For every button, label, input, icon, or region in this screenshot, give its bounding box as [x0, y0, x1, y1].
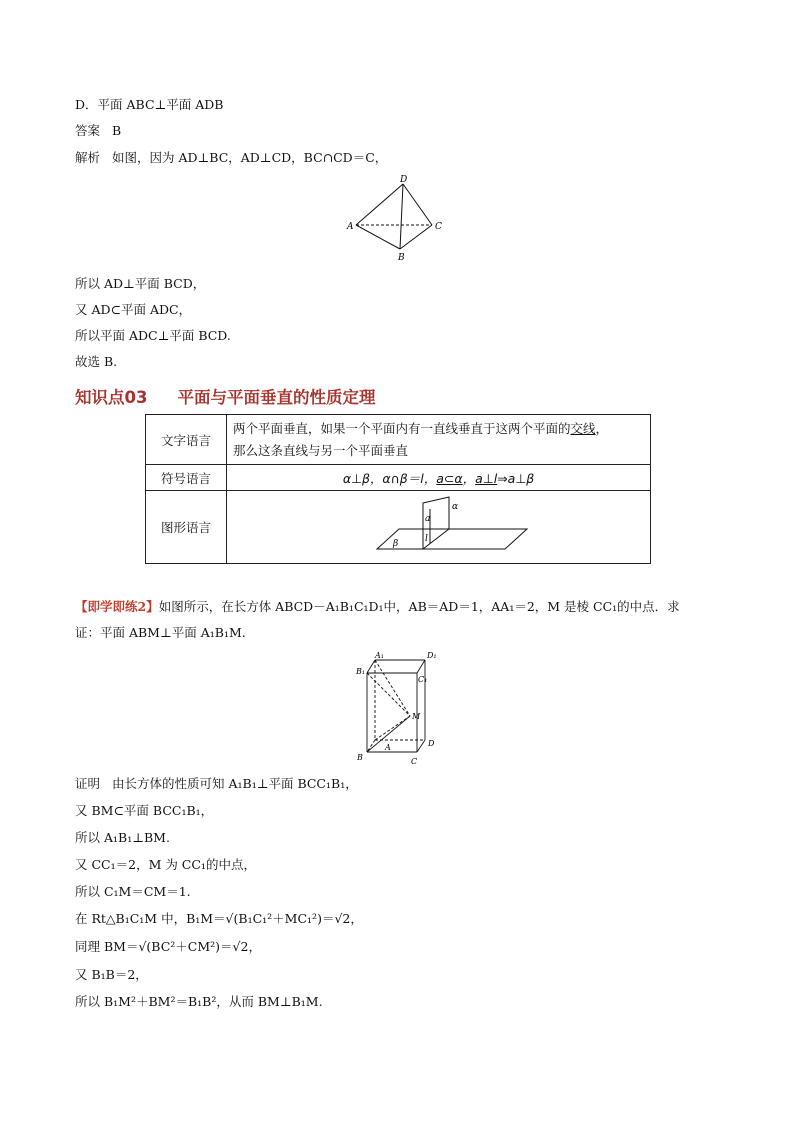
option-d: D．平面 ABC⊥平面 ADB: [75, 97, 224, 112]
top-line-3: 所以平面 ADC⊥平面 BCD.: [75, 328, 231, 343]
fig1-label-c: C: [435, 222, 442, 232]
proof-line-8: 所以 B₁M²＋BM²＝B₁B²，从而 BM⊥B₁M.: [75, 994, 323, 1009]
section-number: 知识点03: [75, 388, 148, 407]
row-body-text: [227, 415, 651, 465]
perpendicular-planes-figure: [227, 491, 647, 563]
symbol-d: a⊥l: [475, 470, 498, 486]
answer-label: 答案: [75, 123, 101, 138]
symbol-e: ⇒a⊥β: [497, 470, 535, 486]
top-line-2: 又 AD⊂平面 ADC，: [75, 302, 192, 317]
fig2-label-d: D: [428, 739, 435, 748]
analysis-label: 解析: [75, 150, 101, 165]
row-head-figure: 图形语言: [146, 491, 227, 564]
cuboid-figure: [355, 648, 447, 770]
exercise-label: 【即学即练2】: [75, 599, 159, 614]
answer-value: B: [112, 123, 122, 138]
table-row-symbol: [146, 465, 651, 491]
table-row-text: [146, 415, 651, 465]
proof-line-7: 又 B₁B＝2，: [75, 967, 148, 982]
fig-label-alpha: α: [452, 502, 459, 512]
fig1-label-d: D: [400, 175, 408, 185]
fig-label-l: l: [425, 534, 428, 544]
fig2-label-a1: A₁: [375, 651, 384, 660]
section-heading: [75, 384, 375, 408]
proof-line-3: 又 CC₁＝2，M 为 CC₁的中点，: [75, 857, 256, 872]
fig2-label-b1: B₁: [356, 667, 366, 676]
fig1-label-a: A: [347, 222, 354, 232]
proof-line-2: 所以 A₁B₁⊥BM.: [75, 830, 170, 845]
theorem-table: [145, 414, 651, 564]
proof-line-0: [75, 775, 358, 793]
fig2-label-c: C: [411, 757, 418, 766]
fig2-label-d1: D₁: [427, 651, 437, 660]
top-line-1: 所以 AD⊥平面 BCD，: [75, 276, 206, 291]
analysis-text: 如图，因为 AD⊥BC，AD⊥CD，BC∩CD＝C，: [112, 150, 388, 165]
proof-line-4: 所以 C₁M＝CM＝1.: [75, 884, 191, 899]
fig1-label-b: B: [398, 253, 405, 263]
analysis-line: [75, 149, 387, 167]
text-language-part2: 那么这条直线与另一个平面垂直: [233, 442, 409, 458]
fig2-label-b: B: [357, 753, 363, 762]
row-body-symbol: [227, 465, 651, 491]
row-head-symbol: 符号语言: [146, 465, 227, 491]
section-title: 平面与平面垂直的性质定理: [177, 388, 376, 407]
proof-first: 由长方体的性质可知 A₁B₁⊥平面 BCC₁B₁，: [112, 776, 358, 791]
fig2-label-c1: C₁: [418, 675, 428, 684]
text-language-underlined: 交线: [570, 420, 596, 436]
table-row-figure: [146, 491, 651, 564]
fig2-label-a: A: [385, 743, 391, 752]
row-head-text: 文字语言: [146, 415, 227, 465]
proof-line-6: 同理 BM＝√(BC²＋CM²)＝√2，: [75, 939, 261, 954]
exercise-line-1: [75, 598, 680, 616]
proof-line-5: 在 Rt△B₁C₁M 中，B₁M＝√(B₁C₁²＋MC₁²)＝√2，: [75, 911, 363, 926]
symbol-b: a⊂α: [436, 470, 463, 486]
exercise-line-2: 证：平面 ABM⊥平面 A₁B₁M.: [75, 625, 246, 640]
fig-label-beta: β: [393, 539, 399, 549]
answer-line: [75, 122, 121, 140]
row-body-figure: [227, 491, 651, 564]
top-line-4: 故选 B.: [75, 354, 118, 369]
symbol-a: α⊥β，α∩β＝l，: [342, 470, 437, 486]
symbol-c: ，: [462, 470, 476, 486]
tetrahedron-figure: [340, 172, 450, 264]
text-language-part1: 两个平面垂直，如果一个平面内有一直线垂直于这两个平面的: [233, 420, 571, 436]
text-language-comma: ，: [595, 420, 609, 436]
proof-label: 证明: [75, 776, 101, 791]
proof-line-1: 又 BM⊂平面 BCC₁B₁，: [75, 803, 214, 818]
fig-label-a: a: [425, 514, 431, 524]
exercise-text-1: 如图所示，在长方体 ABCD－A₁B₁C₁D₁中，AB＝AD＝1，AA₁＝2，M 是棱 CC₁的中点．求: [158, 599, 680, 614]
fig2-label-m: M: [412, 712, 421, 721]
